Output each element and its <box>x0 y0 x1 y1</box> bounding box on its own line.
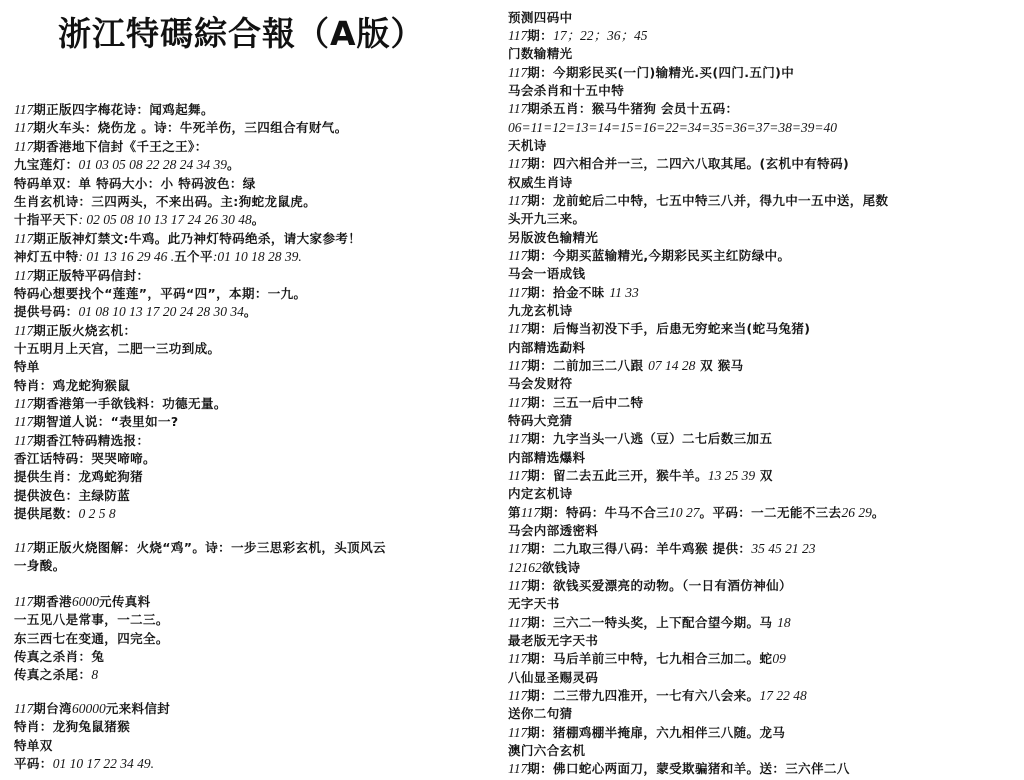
number-text: 117 <box>508 156 528 171</box>
line-text: 期：三五一后中二特 <box>527 395 644 410</box>
text-line <box>508 83 624 99</box>
line-text: 生肖玄机诗：三四两头，不来出码。主:狗蛇龙鼠虎。 <box>14 194 317 209</box>
text-line <box>14 323 136 339</box>
line-text: 。 <box>251 212 265 227</box>
text-line <box>508 65 794 81</box>
text-line <box>14 139 208 155</box>
number-text: 26 29 <box>841 505 872 520</box>
number-text: 13 25 39 <box>707 468 756 483</box>
number-text: : 02 05 08 10 13 17 24 26 30 48 <box>78 212 252 227</box>
number-text: 117 <box>508 395 528 410</box>
text-line <box>14 194 316 210</box>
line-text: 欲钱诗 <box>541 560 581 575</box>
number-text: 117 <box>508 578 528 593</box>
line-text: 期正版火烧图解：火烧“鸡”。诗：一步三思彩玄机，头顶风云 <box>33 540 386 555</box>
line-text: 十指平天下 <box>14 212 79 227</box>
line-text: 内部精选爆料 <box>508 450 586 465</box>
text-line <box>508 303 573 319</box>
text-line <box>508 541 815 557</box>
line-text: 五个平 <box>174 249 213 264</box>
number-text: 12162 <box>508 560 542 575</box>
text-line <box>14 649 104 665</box>
line-text: 预测四码中 <box>508 10 573 25</box>
number-text: 117 <box>508 615 528 630</box>
text-line <box>14 304 257 320</box>
text-line <box>14 102 214 118</box>
line-text: 东三西七在变通，四完全。 <box>14 631 169 646</box>
line-text: 期：今期彩民买(一门)输精光.买(四门.五门)中 <box>527 65 795 80</box>
text-line <box>14 359 40 375</box>
number-text: 117 <box>14 139 34 154</box>
number-text: 117 <box>508 321 528 336</box>
number-text: 117 <box>14 268 34 283</box>
number-text: 117 <box>508 28 528 43</box>
text-line <box>508 596 560 612</box>
line-text: 期香港 <box>33 594 72 609</box>
line-text: 期：四六相合并一三，二四六八取其尾。(玄机中有特码) <box>527 156 850 171</box>
text-line <box>508 10 573 26</box>
line-text: 马会内部透密料 <box>508 523 599 538</box>
line-text: 期火车头：烧伤龙 。诗：牛死羊伤，三四组合有财气。 <box>33 120 348 135</box>
line-text: 期香港地下信封《千王之王》： <box>33 139 208 154</box>
number-text: :01 10 18 28 39. <box>212 249 302 264</box>
text-line <box>14 738 53 754</box>
line-text: 期：二前加三二八跟 <box>527 358 649 373</box>
number-text: 8 <box>91 667 99 682</box>
number-text: 117 <box>508 101 528 116</box>
number-text: 117 <box>14 323 34 338</box>
line-text: 传真之杀肖：兔 <box>14 649 105 664</box>
text-line <box>508 560 580 576</box>
line-text: 期香港第一手欲钱料：功德无量。 <box>33 396 227 411</box>
text-line <box>14 594 151 610</box>
number-text: 117 <box>14 594 34 609</box>
text-line <box>14 488 130 504</box>
newspaper-title: 浙江特碼綜合報（A版） <box>58 14 425 53</box>
number-text: 117 <box>508 431 528 446</box>
line-text: 期：欲钱买爱漂亮的动物。（一日有酒仿神仙） <box>527 578 792 593</box>
text-line <box>508 486 573 502</box>
number-text: 01 03 05 08 22 28 24 34 39 <box>78 157 228 172</box>
text-line <box>508 670 598 686</box>
text-line <box>508 431 772 447</box>
line-text: 。平码：一二无能不三去 <box>699 505 842 520</box>
line-text: 特码大竞猜 <box>508 413 573 428</box>
text-line <box>508 651 786 667</box>
line-text: 期： <box>527 28 554 43</box>
text-line <box>508 138 547 154</box>
line-text: 期正版四字梅花诗：闻鸡起舞。 <box>33 102 214 117</box>
text-line <box>508 248 790 264</box>
line-text: 期正版神灯禁文:牛鸡。此乃神灯特码绝杀，请大家参考！ <box>33 231 362 246</box>
line-text: 马会一语成钱 <box>508 266 586 281</box>
line-text: 九宝莲灯： <box>14 157 79 172</box>
text-line <box>508 413 573 429</box>
text-line <box>508 743 585 759</box>
number-text: 117 <box>508 468 528 483</box>
line-text: 权威生肖诗 <box>508 175 573 190</box>
line-text: 提供波色：主绿防蓝 <box>14 488 131 503</box>
line-text: 特肖：龙狗兔鼠猪猴 <box>14 719 131 734</box>
number-text: 01 08 10 13 17 20 24 28 30 34 <box>78 304 244 319</box>
line-text: 双 <box>755 468 773 483</box>
number-text: 117 <box>14 414 34 429</box>
text-line <box>508 725 785 741</box>
text-line <box>14 756 154 772</box>
text-line <box>14 341 220 357</box>
line-text: 双 猴马 <box>695 358 744 373</box>
number-text: 09 <box>772 651 786 666</box>
number-text: 117 <box>520 505 541 520</box>
line-text: 。 <box>227 157 240 172</box>
line-text: 提供尾数： <box>14 506 79 521</box>
line-text: 一五见八是常事，一二三。 <box>14 612 169 627</box>
number-text: 117 <box>508 688 528 703</box>
line-text: 特码单双：单 特码大小：小 特码波色：绿 <box>14 176 256 191</box>
line-text: 另版波色输精光 <box>508 230 599 245</box>
line-text: 期：马后羊前三中特，七九相合三加二。蛇 <box>527 651 773 666</box>
line-text: 马会发财符 <box>508 376 573 391</box>
text-line <box>14 286 306 302</box>
number-text: 117 <box>508 651 528 666</box>
text-line <box>508 28 648 44</box>
line-text: 内部精选勐料 <box>508 340 586 355</box>
line-text: 无字天书 <box>508 596 560 611</box>
number-text: 117 <box>508 358 528 373</box>
text-line <box>508 468 773 484</box>
number-text: 117 <box>508 725 528 740</box>
line-text: 期：拾金不昧 <box>527 285 610 300</box>
line-text: 期：佛口蛇心两面刀，蒙受欺骗猪和羊。送：三六伴二八 <box>527 761 850 776</box>
text-line <box>14 506 116 522</box>
number-text: 117 <box>14 433 34 448</box>
line-text: 期：今期买蓝输精光,今期彩民买主红防绿中。 <box>527 248 791 263</box>
line-text: 九龙玄机诗 <box>508 303 573 318</box>
text-line <box>14 120 348 136</box>
number-text: 17；22；36；45 <box>553 28 648 43</box>
number-text: 117 <box>508 285 528 300</box>
line-text: 最老版无字天书 <box>508 633 599 648</box>
line-text: 特单 <box>14 359 40 374</box>
text-line <box>508 633 598 649</box>
number-text: 117 <box>14 120 34 135</box>
text-line <box>14 612 169 628</box>
text-line <box>14 231 361 247</box>
number-text: 18 <box>777 615 791 630</box>
line-text: 期：九字当头一八逃（豆）二七后数三加五 <box>527 431 773 446</box>
line-text: 第 <box>508 505 521 520</box>
text-line <box>14 212 265 228</box>
line-text: 马会杀肖和十五中特 <box>508 83 625 98</box>
number-text: 06=11=12=13=14=15=16=22=34=35=36=37=38=39=40 <box>508 120 838 135</box>
line-text: 期：留二去五此三开，猴牛羊。 <box>527 468 708 483</box>
line-text: 特肖：鸡龙蛇狗猴鼠 <box>14 378 131 393</box>
number-text: 117 <box>14 102 34 117</box>
number-text: : 01 13 16 29 46 . <box>78 249 175 264</box>
text-line <box>14 176 256 192</box>
line-text: 特码心想要找个“莲莲”，平码“四”，本期：一九。 <box>14 286 307 301</box>
text-line <box>508 175 573 191</box>
text-line <box>508 578 792 594</box>
line-text: 神灯五中特 <box>14 249 79 264</box>
number-text: 10 27 <box>669 505 700 520</box>
line-text: 特单双 <box>14 738 53 753</box>
line-text: 期杀五肖：猴马牛猪狗 会员十五码： <box>527 101 739 116</box>
number-text: 07 14 28 <box>648 358 696 373</box>
text-line <box>14 157 240 173</box>
line-text: 期：二三带九四准开，一七有六八会来。 <box>527 688 760 703</box>
line-text: 期：二九取三得八码：羊牛鸡猴 提供： <box>527 541 752 556</box>
number-text: 117 <box>14 701 34 716</box>
line-text: 十五明月上天宫，二肥一三功到成。 <box>14 341 221 356</box>
number-text: 11 33 <box>609 285 639 300</box>
line-text: 期台湾 <box>33 701 72 716</box>
number-text: 35 45 21 23 <box>751 541 816 556</box>
text-line <box>14 631 169 647</box>
line-text: 期正版特平码信封： <box>33 268 150 283</box>
text-line <box>508 395 643 411</box>
line-text: 。 <box>871 505 885 520</box>
text-line <box>508 523 598 539</box>
text-line <box>14 414 179 430</box>
line-text: 期智道人说：“表里如一? <box>33 414 179 429</box>
number-text: 117 <box>508 65 528 80</box>
text-line <box>508 285 639 301</box>
text-line <box>14 701 170 717</box>
line-text: 一身酸。 <box>14 558 66 573</box>
line-text: 香江话特码：哭哭啼啼。 <box>14 451 156 466</box>
number-text: 117 <box>14 231 34 246</box>
text-line <box>508 211 585 227</box>
text-line <box>508 321 810 337</box>
number-text: 60000 <box>71 701 106 716</box>
text-line <box>508 266 585 282</box>
text-line <box>14 558 66 574</box>
number-text: 01 10 17 22 34 49. <box>52 756 154 771</box>
line-text: 元传真料 <box>98 594 151 609</box>
text-line <box>508 688 807 704</box>
text-line <box>14 451 156 467</box>
text-line <box>508 101 738 117</box>
text-line <box>508 193 888 209</box>
number-text: 0 2 5 8 <box>78 506 116 521</box>
number-text: 117 <box>14 396 34 411</box>
text-line <box>508 505 885 521</box>
line-text: 期：猪棚鸡棚半掩扉，六九相伴三八随。龙马 <box>527 725 786 740</box>
line-text: 送你二句猜 <box>508 706 573 721</box>
text-line <box>508 761 850 777</box>
line-text: 期：龙前蛇后二中特，七五中特三八并，得九中一五中送，尾数 <box>527 193 889 208</box>
text-line <box>14 719 130 735</box>
line-text: 门数输精光 <box>508 46 573 61</box>
text-line <box>508 46 573 62</box>
line-text: 平码： <box>14 756 53 771</box>
number-text: 6000 <box>71 594 99 609</box>
text-line <box>14 396 227 412</box>
text-line <box>508 340 585 356</box>
line-text: 提供号码： <box>14 304 79 319</box>
text-line <box>14 433 149 449</box>
number-text: 117 <box>508 193 528 208</box>
text-line <box>14 667 98 683</box>
text-line <box>14 469 143 485</box>
text-line <box>508 450 585 466</box>
line-text: 期香江特码精选报： <box>33 433 150 448</box>
text-line <box>14 378 130 394</box>
line-text: 元来料信封 <box>105 701 171 716</box>
line-text: 期：后悔当初没下手，后患无穷蛇来当(蛇马兔猪) <box>527 321 811 336</box>
text-line <box>508 376 573 392</box>
text-line <box>14 249 302 265</box>
line-text: 传真之杀尾： <box>14 667 92 682</box>
number-text: 17 22 48 <box>759 688 807 703</box>
line-text: 内定玄机诗 <box>508 486 573 501</box>
line-text: 天机诗 <box>508 138 547 153</box>
text-line <box>508 156 849 172</box>
number-text: 117 <box>508 541 528 556</box>
text-line <box>508 706 573 722</box>
text-line <box>508 120 837 136</box>
text-line <box>508 358 744 374</box>
number-text: 117 <box>508 248 528 263</box>
text-line <box>14 540 386 556</box>
line-text: 八仙显圣赐灵码 <box>508 670 599 685</box>
line-text: 澳门六合玄机 <box>508 743 586 758</box>
number-text: 117 <box>14 540 34 555</box>
text-line <box>508 230 598 246</box>
text-line <box>508 615 791 631</box>
number-text: 117 <box>508 761 528 776</box>
line-text: 期正版火烧玄机： <box>33 323 137 338</box>
line-text: 。 <box>243 304 257 319</box>
line-text: 提供生肖：龙鸡蛇狗猪 <box>14 469 144 484</box>
line-text: 期：三六二一特头奖，上下配合望今期。马 <box>527 615 778 630</box>
line-text: 期：特码：牛马不合三 <box>540 505 670 520</box>
line-text: 头开九三来。 <box>508 211 586 226</box>
text-line <box>14 268 149 284</box>
